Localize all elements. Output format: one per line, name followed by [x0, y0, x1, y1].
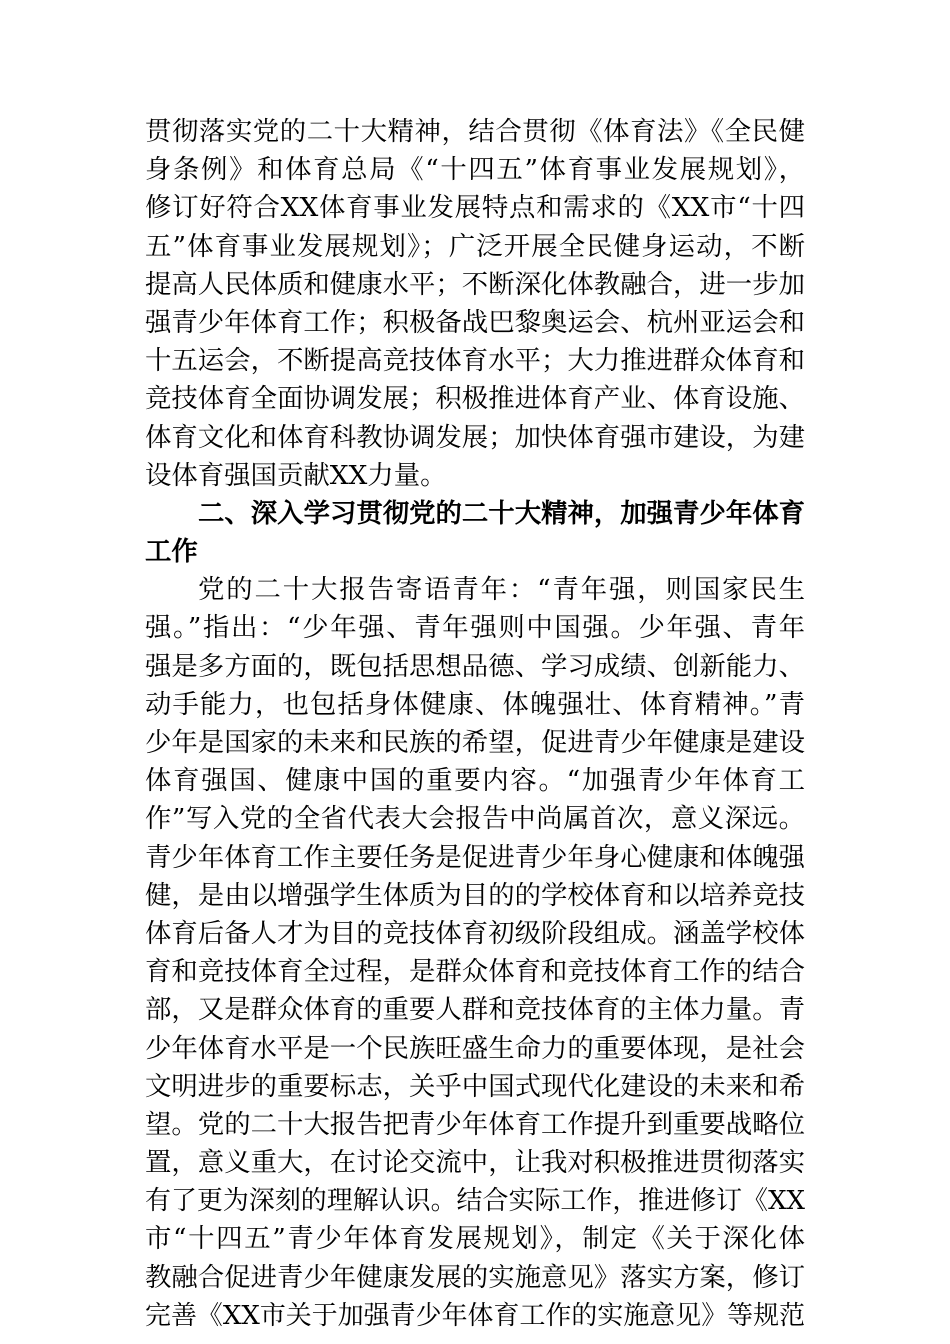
text-line: 强青少年体育工作；积极备战巴黎奥运会、杭州亚运会和	[145, 306, 805, 338]
text-line: 文明进步的重要标志，关乎中国式现代化建设的未来和希	[145, 1070, 805, 1102]
text-line: 部，又是群众体育的重要人群和竞技体育的主体力量。青	[145, 994, 805, 1026]
text-line: 青少年体育工作主要任务是促进青少年身心健康和体魄强	[145, 841, 805, 873]
text-line: 健，是由以增强学生体质为目的的学校体育和以培养竞技	[145, 879, 805, 911]
text-line: 提高人民体质和健康水平；不断深化体教融合，进一步加	[145, 268, 805, 300]
section-heading	[145, 495, 805, 571]
text-line: 五”体育事业发展规划》；广泛开展全民健身运动，不断	[145, 230, 805, 262]
heading-line: 工作	[145, 536, 198, 568]
text-line: 修订好符合XX体育事业发展特点和需求的《XX市“十四	[145, 192, 805, 224]
text-line: 置，意义重大，在讨论交流中，让我对积极推进贯彻落实	[145, 1147, 805, 1179]
text-line: 有了更为深刻的理解认识。结合实际工作，推进修订《XX	[145, 1186, 805, 1217]
document-page	[145, 113, 805, 1335]
text-line: 少年体育水平是一个民族旺盛生命力的重要体现，是社会	[145, 1032, 805, 1064]
text-line: 望。党的二十大报告把青少年体育工作提升到重要战略位	[145, 1108, 805, 1140]
paragraph-1	[145, 113, 805, 495]
text-line: 设体育强国贡献XX力量。	[145, 459, 447, 491]
text-line: 市“十四五”青少年体育发展规划》，制定《关于深化体	[145, 1223, 805, 1255]
text-line: 十五运会，不断提高竞技体育水平；大力推进群众体育和	[145, 345, 805, 377]
text-line: 贯彻落实党的二十大精神，结合贯彻《体育法》《全民健	[145, 116, 805, 147]
text-line: 强是多方面的，既包括思想品德、学习成绩、创新能力、	[145, 650, 805, 682]
text-line: 教融合促进青少年健康发展的实施意见》落实方案，修订	[145, 1261, 805, 1293]
text-line: 体育后备人才为目的竞技体育初级阶段组成。涵盖学校体	[145, 917, 805, 949]
text-line: 竞技体育全面协调发展；积极推进体育产业、体育设施、	[145, 383, 805, 415]
text-line: 强。”指出：“少年强、青年强则中国强。少年强、青年	[145, 612, 805, 644]
text-line: 党的二十大报告寄语青年：“青年强，则国家民生	[198, 574, 805, 606]
text-line: 动手能力，也包括身体健康、体魄强壮、体育精神。”青	[145, 688, 805, 720]
text-line: 育和竞技体育全过程，是群众体育和竞技体育工作的结合	[145, 956, 805, 988]
paragraph-2	[145, 571, 805, 1335]
text-line: 作”写入党的全省代表大会报告中尚属首次，意义深远。	[145, 803, 805, 835]
text-line: 身条例》和体育总局《“十四五”体育事业发展规划》，	[145, 154, 805, 186]
heading-line: 二、深入学习贯彻党的二十大精神，加强青少年体育	[198, 497, 805, 529]
text-line: 体育强国、健康中国的重要内容。“加强青少年体育工	[145, 765, 805, 797]
text-line: 少年是国家的未来和民族的希望，促进青少年健康是建设	[145, 727, 805, 758]
text-line: 完善《XX市关于加强青少年体育工作的实施意见》等规范	[145, 1300, 805, 1331]
text-line: 体育文化和体育科教协调发展；加快体育强市建设，为建	[145, 421, 805, 453]
